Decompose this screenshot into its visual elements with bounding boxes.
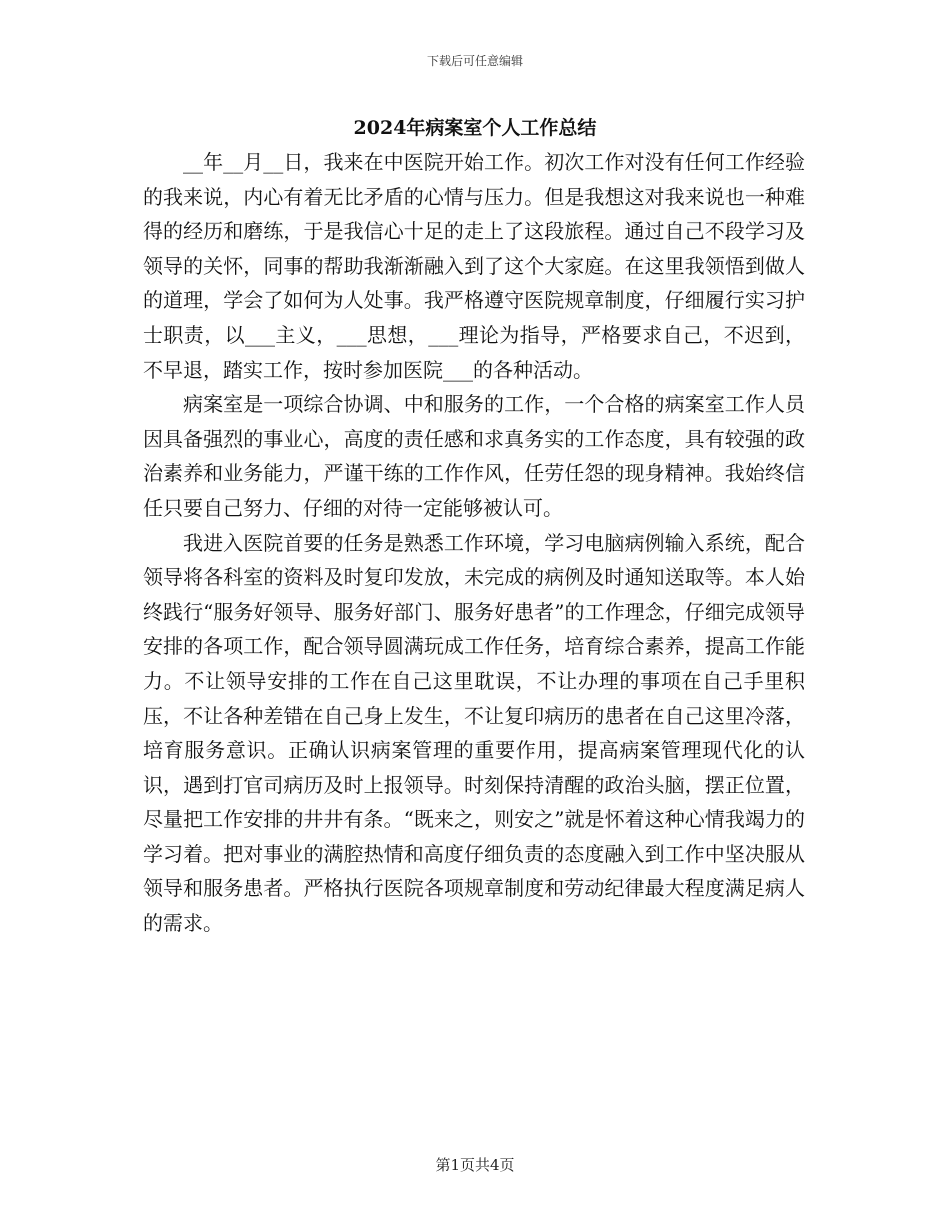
page-number-footer: 第1页共4页 xyxy=(435,1156,515,1174)
paragraph-3: 我进入医院首要的任务是熟悉工作环境，学习电脑病例输入系统，配合领导将各科室的资料及时复印发放，未完成的病例及时通知送取等。本人始终践行“服务好领导、服务好部门、服务好患者”的工作理念，仔细完成领导安排的各项工作，配合领导圆满玩成工作任务，培育综合素养，提高工作能力。不让领导安排的工作在自己这里耽误，不让办理的事项在自己手里积压，不让各种差错在自己身上发生，不让复印病历的患者在自己这里冷落，培育服务意识。正确认识病案管理的重要作用，提高病案管理现代化的认识，遇到打官司病历及时上报领导。时刻保持清醒的政治头脑，摆正位置，尽量把工作安排的井井有条。“既来之，则安之”就是怀着这种心情我竭力的学习着。把对事业的满腔热情和高度仔细负责的态度融入到工作中坚决服从领导和服务患者。严格执行医院各项规章制度和劳动纪律最大程度满足病人的需求。 xyxy=(143,530,805,936)
document-title: 2024年病案室个人工作总结 xyxy=(353,117,597,139)
document-body xyxy=(143,145,805,941)
paragraph-1: __年__月__日，我来在中医院开始工作。初次工作对没有任何工作经验的我来说，内心有着无比矛盾的心情与压力。但是我想这对我来说也一种难得的经历和磨练，于是我信心十足的走上了这段旅程。通过自己不段学习及领导的关怀，同事的帮助我渐渐融入到了这个大家庭。在这里我领悟到做人的道理，学会了如何为人处事。我严格遵守医院规章制度，仔细履行实习护士职责，以___主义，___思想，___理论为指导，严格要求自己，不迟到，不早退，踏实工作，按时参加医院___的各种活动。 xyxy=(143,150,805,382)
paragraph-2: 病案室是一项综合协调、中和服务的工作，一个合格的病案室工作人员因具备强烈的事业心，高度的责任感和求真务实的工作态度，具有较强的政治素养和业务能力，严谨干练的工作作风，任劳任怨的现身精神。我始终信任只要自己努力、仔细的对待一定能够被认可。 xyxy=(143,392,805,520)
header-note: 下载后可任意编辑 xyxy=(426,54,523,68)
